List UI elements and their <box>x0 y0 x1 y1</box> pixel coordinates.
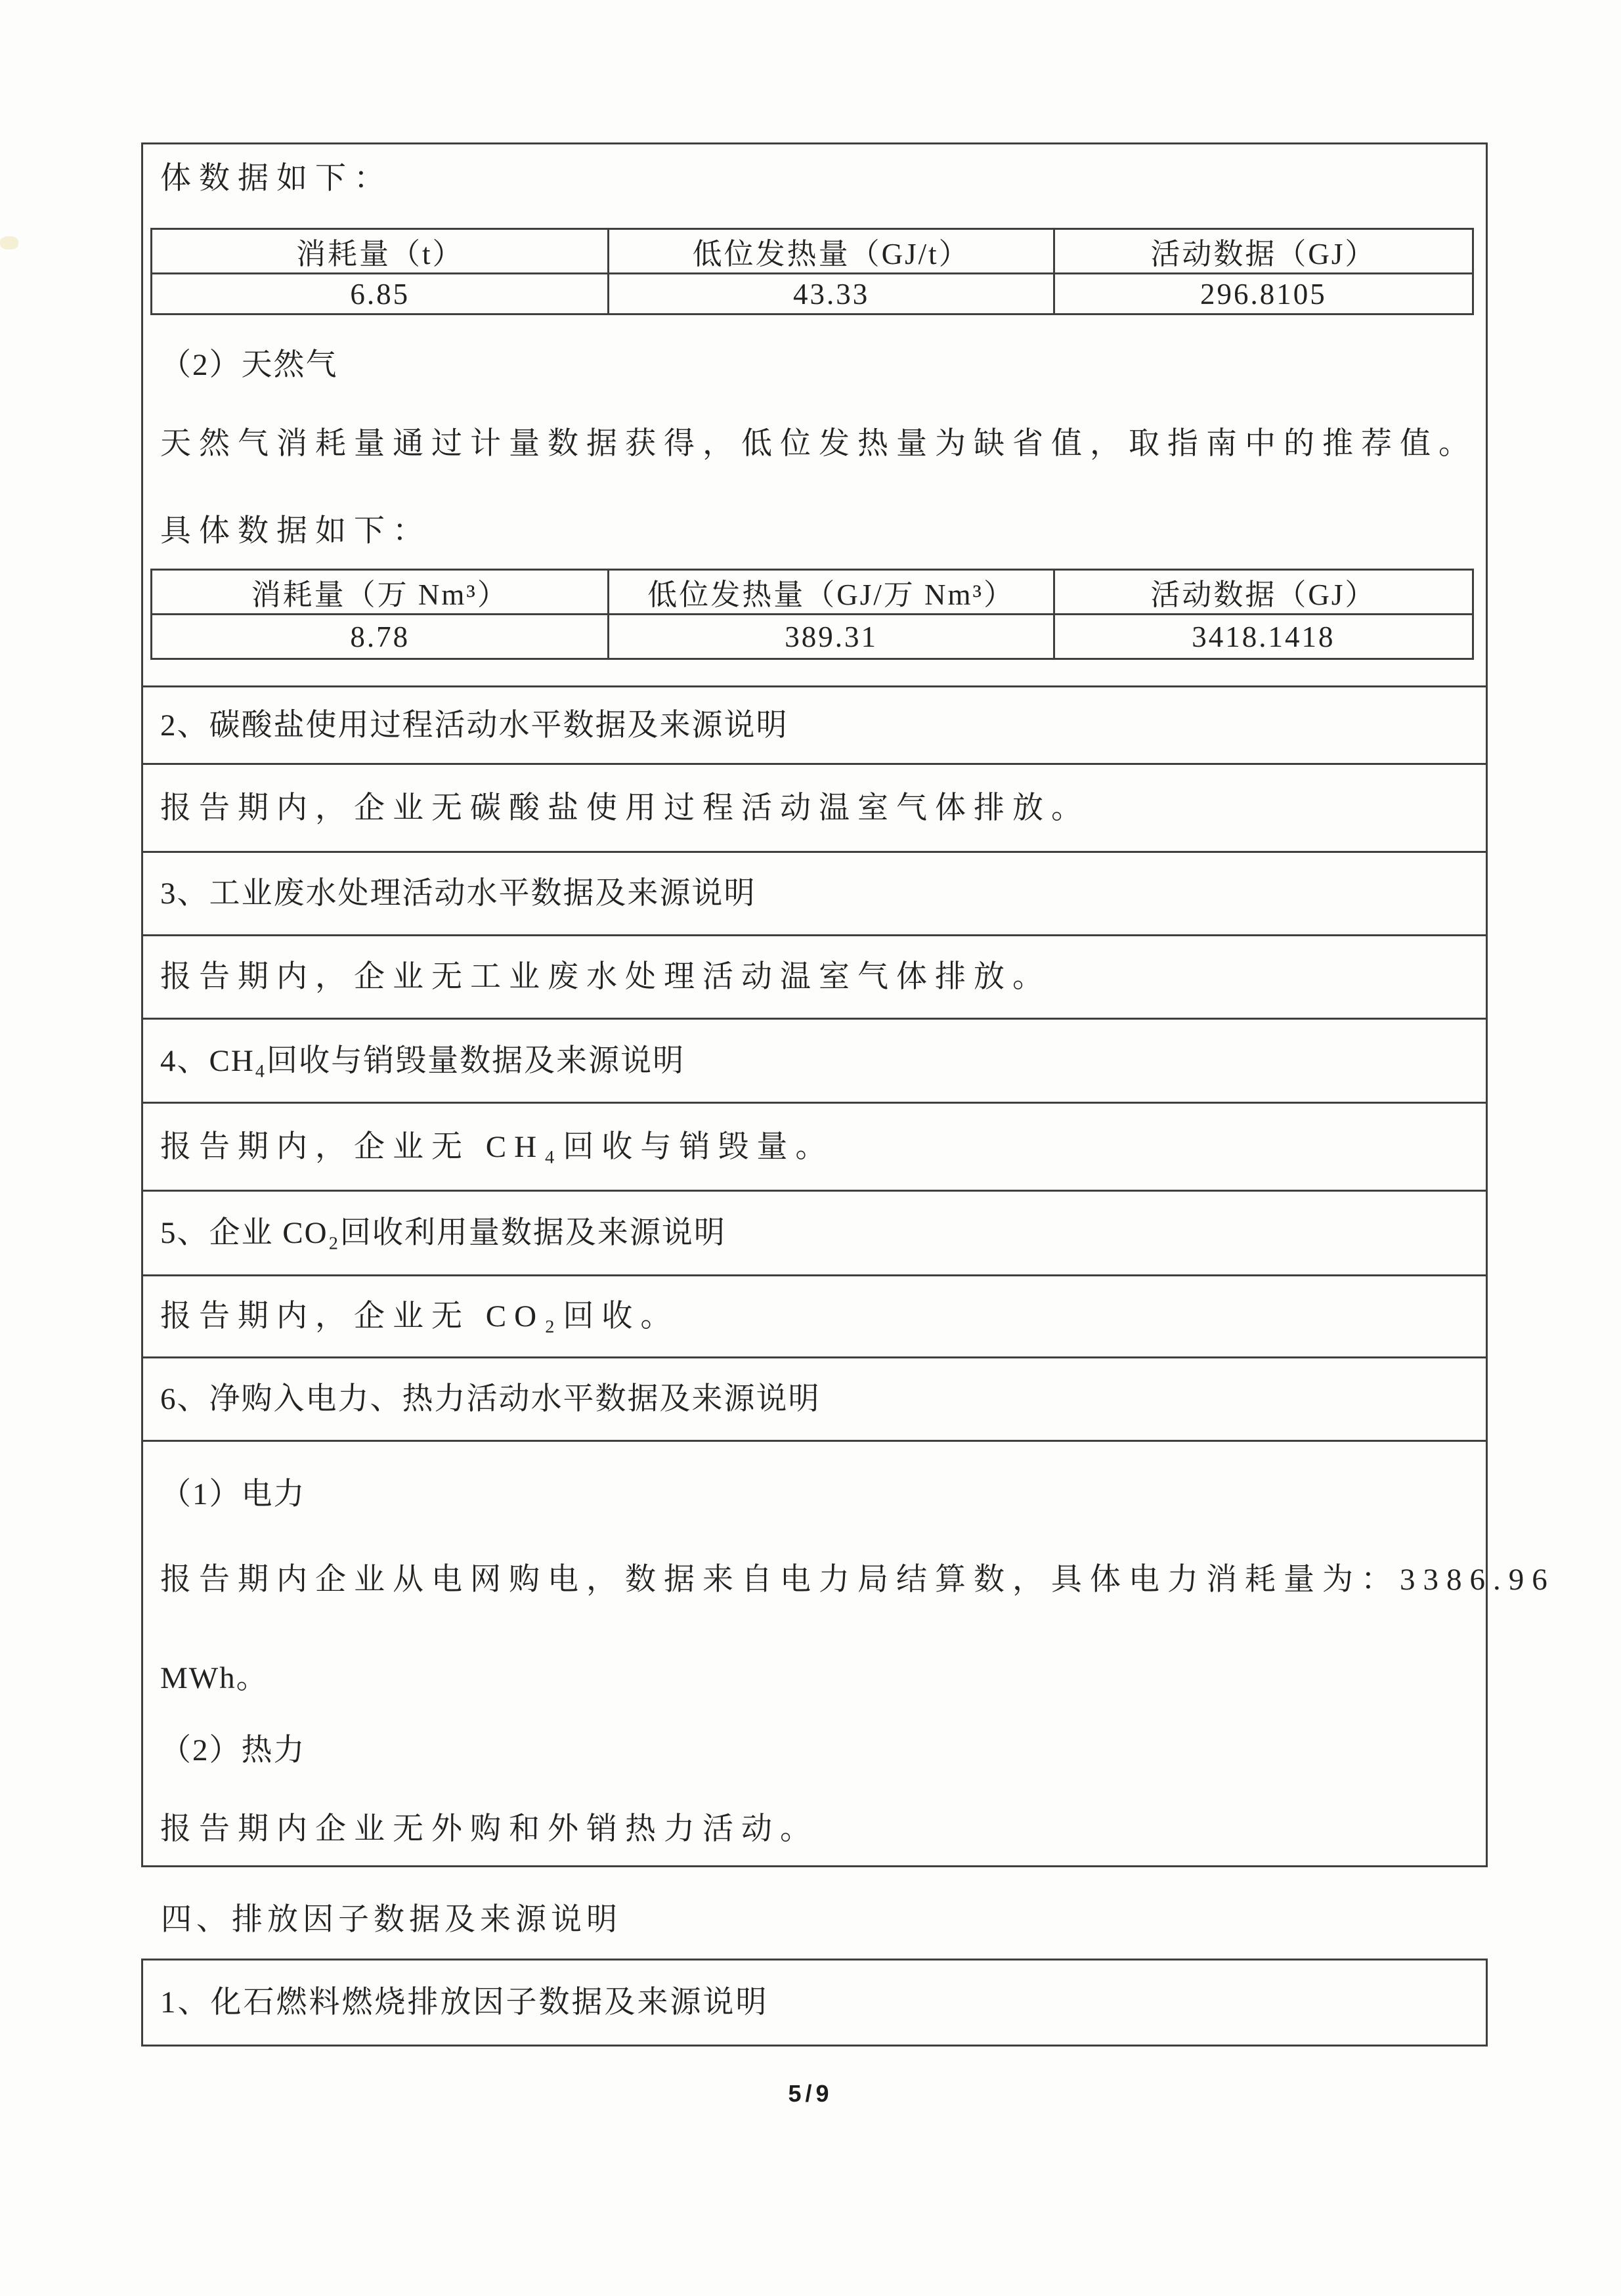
activity-level-data-table <box>141 142 1555 1867</box>
page-number: 5/9 <box>788 2080 833 2107</box>
gas-heating-value-header: 低位发热量（GJ/万 Nm³） <box>609 570 1054 615</box>
fossil-fuel-factor-heading: 1、化石燃料燃烧排放因子数据及来源说明 <box>160 1985 769 2020</box>
electricity-heading: （1）电力 <box>160 1477 306 1511</box>
electricity-body-line1: 报告期内企业从电网购电，数据来自电力局结算数，具体电力消耗量为：3386.96 <box>160 1563 1555 1597</box>
gas-consumption-header: 消耗量（万 Nm³） <box>152 570 609 615</box>
table-row-purchased-energy-body <box>143 1440 1555 1865</box>
table-data-row <box>152 615 1473 659</box>
gas-activity-data-header: 活动数据（GJ） <box>1054 570 1473 615</box>
table-row-carbonate-heading <box>143 685 1486 763</box>
fuel-heating-value-header: 低位发热量（GJ/t） <box>609 229 1054 274</box>
table-row-co2-body <box>143 1274 1486 1356</box>
carbonate-heading: 2、碳酸盐使用过程活动水平数据及来源说明 <box>160 708 789 743</box>
carbonate-body: 报告期内，企业无碳酸盐使用过程活动温室气体排放。 <box>160 791 1090 825</box>
table-row-purchased-energy-heading <box>143 1356 1486 1440</box>
table-row-carbonate-body <box>143 763 1486 851</box>
ch4-recovery-heading: 4、CH₄回收与销毁量数据及来源说明 <box>160 1043 685 1078</box>
natural-gas-data-table <box>150 569 1474 660</box>
fuel-heating-value: 43.33 <box>609 274 1054 314</box>
electricity-body-line2: MWh。 <box>160 1661 269 1695</box>
table-row-fuel-and-gas <box>143 159 1486 685</box>
table-header-row <box>152 570 1473 615</box>
gas-activity-data-value: 3418.1418 <box>1054 615 1473 659</box>
table-row-ch4-heading <box>143 1018 1486 1102</box>
fuel-data-table <box>150 228 1474 315</box>
gas-consumption-value: 8.78 <box>152 615 609 659</box>
co2-recovery-heading: 5、企业 CO₂回收利用量数据及来源说明 <box>160 1216 726 1250</box>
gas-heating-value: 389.31 <box>609 615 1054 659</box>
table-row-ch4-body <box>143 1102 1486 1190</box>
table-row-wastewater-body <box>143 934 1486 1018</box>
co2-recovery-body: 报告期内，企业无 CO₂回收。 <box>160 1299 680 1333</box>
ch4-recovery-body: 报告期内，企业无 CH₄回收与销毁量。 <box>160 1129 834 1164</box>
table-data-row <box>152 274 1473 314</box>
scan-artifact <box>0 236 18 249</box>
intro-fragment-text: 体数据如下： <box>160 162 393 196</box>
table-header-row <box>152 229 1473 274</box>
table-row-co2-heading <box>143 1190 1486 1274</box>
purchased-energy-heading: 6、净购入电力、热力活动水平数据及来源说明 <box>160 1382 821 1416</box>
heat-body: 报告期内企业无外购和外销热力活动。 <box>160 1812 819 1846</box>
emission-factor-table <box>141 1959 1488 2047</box>
wastewater-body: 报告期内，企业无工业废水处理活动温室气体排放。 <box>160 960 1051 994</box>
natural-gas-heading: （2）天然气 <box>160 348 338 382</box>
section-four-title: 四、排放因子数据及来源说明 <box>161 1903 622 1937</box>
table-row-wastewater-heading <box>143 851 1486 934</box>
fuel-consumption-value: 6.85 <box>152 274 609 314</box>
wastewater-heading: 3、工业废水处理活动水平数据及来源说明 <box>160 877 756 911</box>
fuel-consumption-header: 消耗量（t） <box>152 229 609 274</box>
fuel-activity-data-header: 活动数据（GJ） <box>1054 229 1473 274</box>
heat-heading: （2）热力 <box>160 1733 306 1767</box>
natural-gas-paragraph: 天然气消耗量通过计量数据获得，低位发热量为缺省值，取指南中的推荐值。 <box>160 427 1477 461</box>
natural-gas-data-intro: 具体数据如下： <box>160 514 431 548</box>
fuel-activity-data-value: 296.8105 <box>1054 274 1473 314</box>
